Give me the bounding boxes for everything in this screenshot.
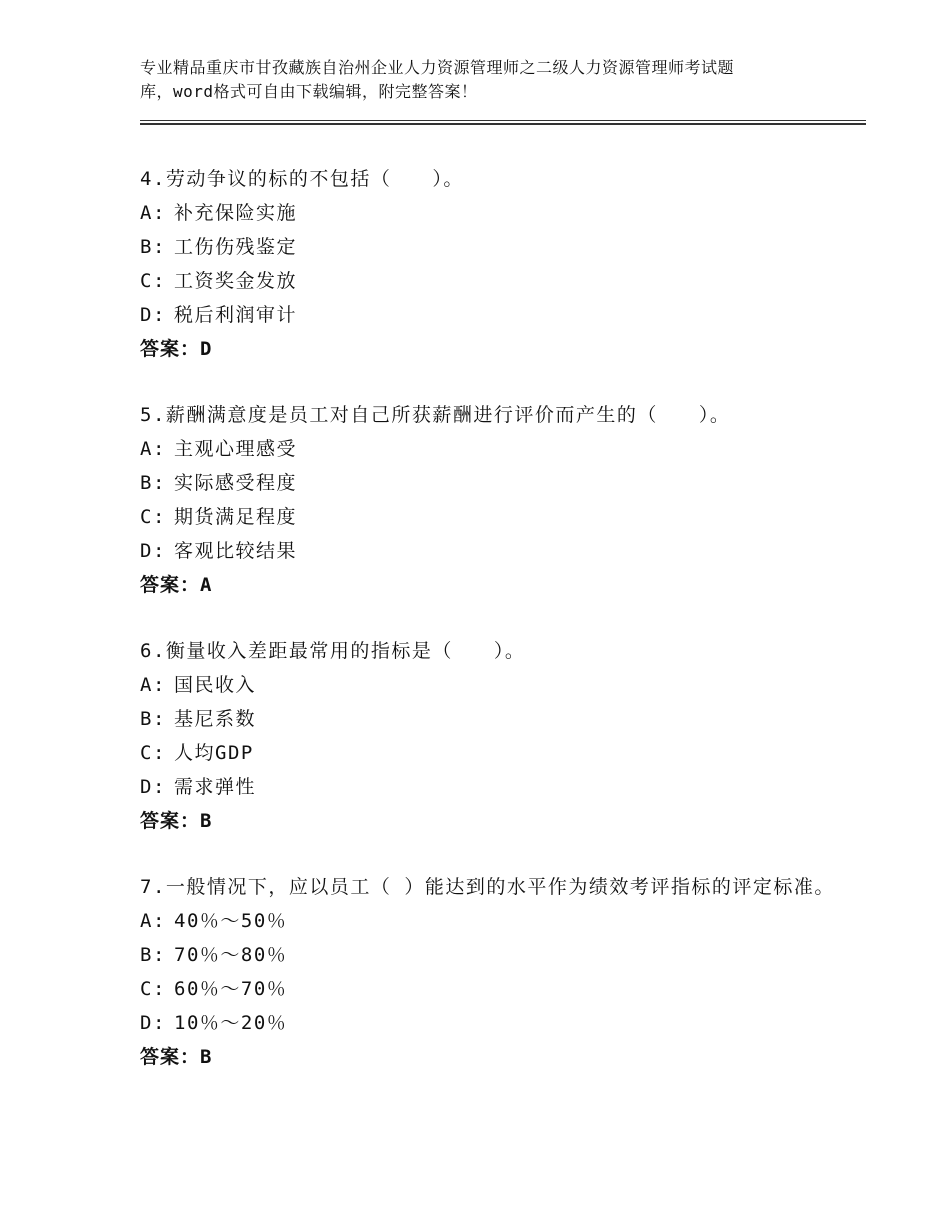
option-a bbox=[140, 668, 840, 702]
header-rule-top bbox=[140, 120, 866, 121]
option-letter: C: bbox=[140, 270, 166, 292]
option-letter: D: bbox=[140, 540, 166, 562]
option-letter: D: bbox=[140, 776, 166, 798]
option-c bbox=[140, 500, 840, 534]
option-letter: B: bbox=[140, 236, 166, 258]
option-text: 补充保险实施 bbox=[174, 202, 298, 224]
question-text: 4.劳动争议的标的不包括（ ）。 bbox=[140, 168, 464, 190]
question-5 bbox=[140, 398, 840, 602]
document-header bbox=[140, 56, 820, 104]
option-letter: A: bbox=[140, 674, 166, 696]
option-text: 实际感受程度 bbox=[174, 472, 298, 494]
option-text: 主观心理感受 bbox=[174, 438, 298, 460]
question-7 bbox=[140, 870, 840, 1074]
option-d bbox=[140, 298, 840, 332]
option-text: 国民收入 bbox=[174, 674, 257, 696]
answer-label: 答案：B bbox=[140, 810, 213, 832]
option-text: 人均GDP bbox=[174, 742, 254, 764]
option-c bbox=[140, 736, 840, 770]
option-c bbox=[140, 972, 840, 1006]
option-text: 60％～70％ bbox=[174, 978, 288, 1000]
option-text: 40％～50％ bbox=[174, 910, 288, 932]
question-list bbox=[140, 162, 840, 1106]
option-letter: B: bbox=[140, 472, 166, 494]
option-text: 期货满足程度 bbox=[174, 506, 298, 528]
option-text: 10％～20％ bbox=[174, 1012, 288, 1034]
option-text: 客观比较结果 bbox=[174, 540, 298, 562]
option-letter: A: bbox=[140, 202, 166, 224]
option-letter: B: bbox=[140, 944, 166, 966]
header-title-line-2: 库，word格式可自由下载编辑，附完整答案！ bbox=[140, 82, 478, 101]
option-letter: C: bbox=[140, 742, 166, 764]
question-text: 7.一般情况下，应以员工（ ）能达到的水平作为绩效考评指标的评定标准。 bbox=[140, 876, 835, 898]
question-4 bbox=[140, 162, 840, 366]
answer-label: 答案：D bbox=[140, 338, 213, 360]
option-b bbox=[140, 230, 840, 264]
option-a bbox=[140, 196, 840, 230]
option-a bbox=[140, 432, 840, 466]
option-b bbox=[140, 702, 840, 736]
option-letter: A: bbox=[140, 910, 166, 932]
answer-label: 答案：B bbox=[140, 1046, 213, 1068]
option-d bbox=[140, 534, 840, 568]
option-text: 基尼系数 bbox=[174, 708, 257, 730]
option-letter: A: bbox=[140, 438, 166, 460]
option-a bbox=[140, 904, 840, 938]
option-d bbox=[140, 770, 840, 804]
question-text: 5.薪酬满意度是员工对自己所获薪酬进行评价而产生的（ ）。 bbox=[140, 404, 731, 426]
answer-label: 答案：A bbox=[140, 574, 213, 596]
option-c bbox=[140, 264, 840, 298]
option-letter: B: bbox=[140, 708, 166, 730]
option-letter: D: bbox=[140, 1012, 166, 1034]
option-text: 税后利润审计 bbox=[174, 304, 298, 326]
option-b bbox=[140, 466, 840, 500]
option-text: 70％～80％ bbox=[174, 944, 288, 966]
option-text: 工伤伤残鉴定 bbox=[174, 236, 298, 258]
header-rule-bottom bbox=[140, 123, 866, 125]
option-letter: C: bbox=[140, 506, 166, 528]
option-text: 需求弹性 bbox=[174, 776, 257, 798]
option-text: 工资奖金发放 bbox=[174, 270, 298, 292]
option-d bbox=[140, 1006, 840, 1040]
option-b bbox=[140, 938, 840, 972]
question-text: 6.衡量收入差距最常用的指标是（ ）。 bbox=[140, 640, 526, 662]
question-6 bbox=[140, 634, 840, 838]
header-title-line-1: 专业精品重庆市甘孜藏族自治州企业人力资源管理师之二级人力资源管理师考试题 bbox=[140, 58, 735, 77]
option-letter: C: bbox=[140, 978, 166, 1000]
option-letter: D: bbox=[140, 304, 166, 326]
